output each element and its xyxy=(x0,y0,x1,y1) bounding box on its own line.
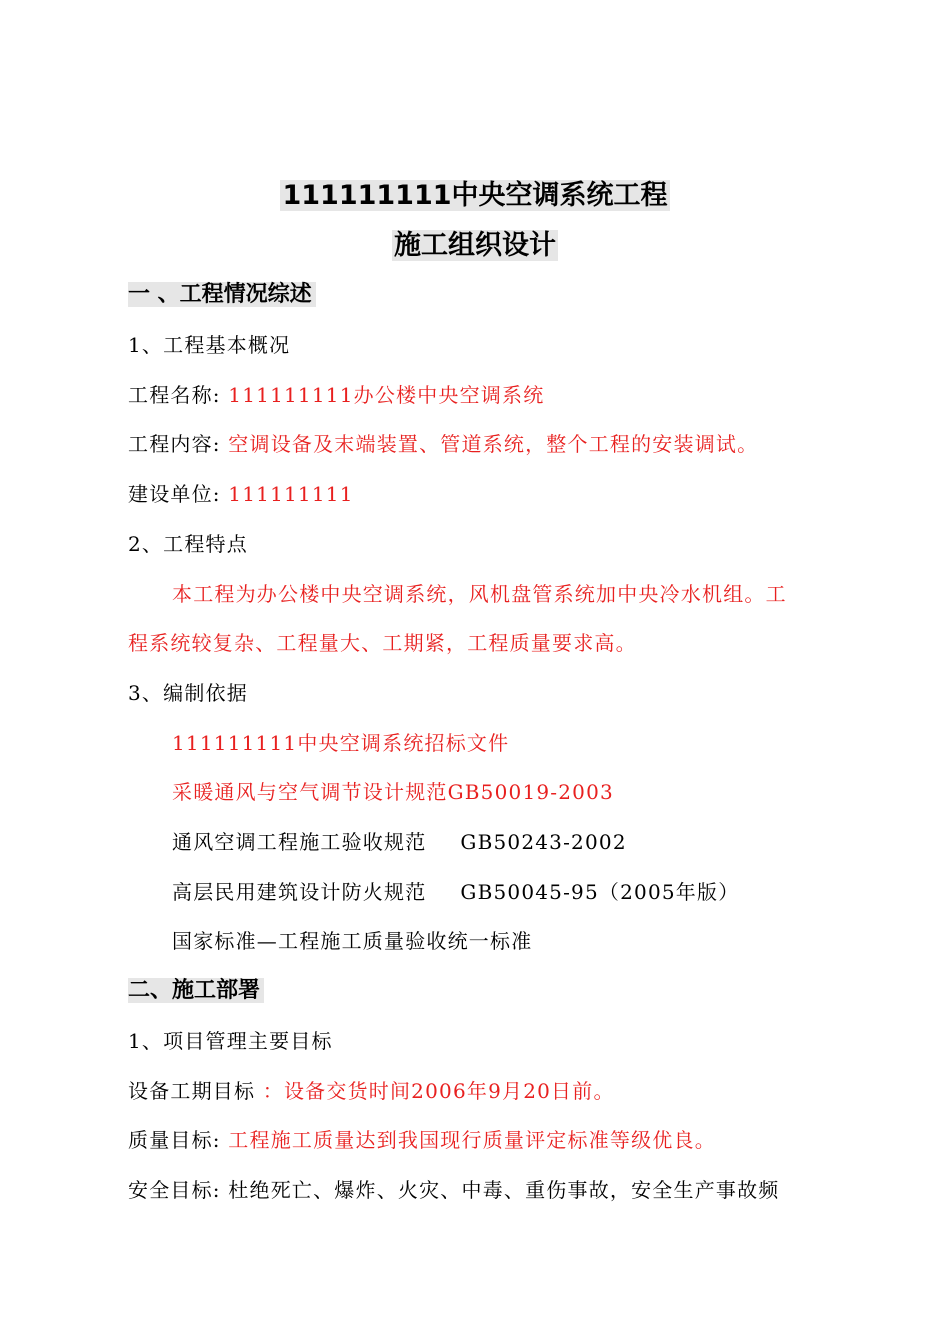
quality-target-row xyxy=(128,1125,716,1155)
basis-item-3-code: GB50243-2002 xyxy=(460,830,627,854)
section2-sub1: 1、项目管理主要目标 xyxy=(128,1029,333,1053)
project-content-row xyxy=(128,429,758,459)
basis-item-4-name: 高层民用建筑设计防火规范 xyxy=(172,880,427,904)
feature-line1: 本工程为办公楼中央空调系统，风机盘管系统加中央冷水机组。工 xyxy=(172,582,787,606)
project-owner-row xyxy=(128,479,354,509)
section1-sub3: 3、编制依据 xyxy=(128,681,248,705)
project-owner-value: 111111111 xyxy=(228,482,354,506)
project-name-row xyxy=(128,380,544,410)
doc-title-line1: 111111111中央空调系统工程 xyxy=(282,180,668,211)
basis-item-5: 国家标准—工程施工质量验收统一标准 xyxy=(172,929,533,953)
schedule-target-label: 设备工期目标 xyxy=(128,1079,263,1103)
project-owner-label: 建设单位: xyxy=(128,482,229,506)
quality-target-label: 质量目标: xyxy=(128,1128,229,1152)
feature-line2: 程系统较复杂、工程量大、工期紧，工程质量要求高。 xyxy=(128,631,637,655)
safety-target-row: 安全目标: 杜绝死亡、爆炸、火灾、中毒、重伤事故，安全生产事故频 xyxy=(128,1178,780,1202)
basis-item-4 xyxy=(172,877,739,907)
basis-item-1: 111111111中央空调系统招标文件 xyxy=(172,731,510,755)
section2-heading: 二、施工部署 xyxy=(128,976,264,1006)
doc-title-line2: 施工组织设计 xyxy=(394,230,556,261)
project-name-value: 111111111办公楼中央空调系统 xyxy=(228,383,545,407)
project-content-value: 空调设备及末端装置、管道系统，整个工程的安装调试。 xyxy=(228,432,759,456)
section1-sub1: 1、工程基本概况 xyxy=(128,333,291,357)
basis-item-2: 采暖通风与空气调节设计规范GB50019-2003 xyxy=(172,780,614,804)
section1-heading: 一 、工程情况综述 xyxy=(128,280,316,310)
schedule-target-value: ：设备交货时间2006年9月20日前。 xyxy=(262,1079,615,1103)
schedule-target-row xyxy=(128,1076,615,1106)
section1-sub2: 2、工程特点 xyxy=(128,532,248,556)
basis-item-3-name: 通风空调工程施工验收规范 xyxy=(172,830,427,854)
project-content-label: 工程内容: xyxy=(128,432,229,456)
quality-target-value: 工程施工质量达到我国现行质量评定标准等级优良。 xyxy=(228,1128,716,1152)
basis-item-3 xyxy=(172,827,627,857)
basis-item-4-code: GB50045-95（2005年版） xyxy=(460,880,740,904)
project-name-label: 工程名称: xyxy=(128,383,229,407)
